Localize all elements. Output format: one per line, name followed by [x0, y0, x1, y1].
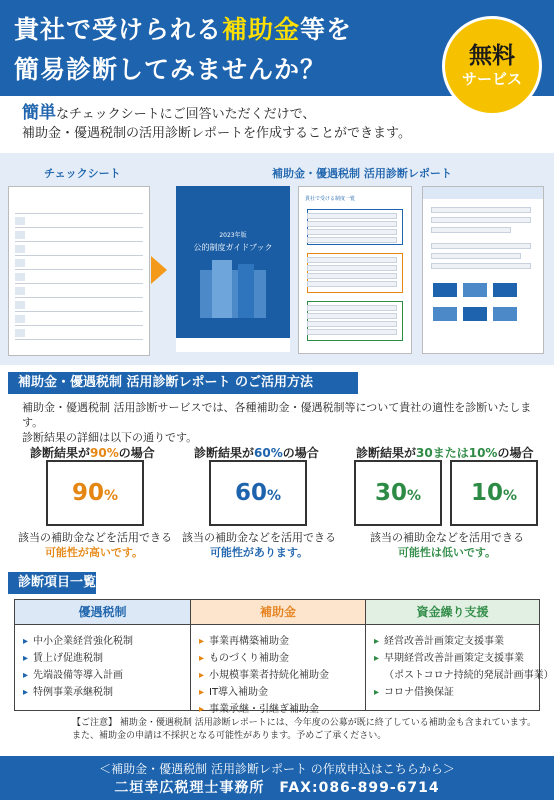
column-subsidies [190, 600, 365, 715]
headline-line2: 簡易診断してみませんか？ [14, 55, 327, 84]
column-funding-support [365, 600, 554, 710]
intro-lead: 簡単 [22, 103, 56, 123]
list-item: ▸ 事業承継・引継ぎ補助金 [199, 704, 319, 715]
checksheet-label: チェックシート [44, 167, 121, 180]
city-illustration [200, 270, 266, 318]
result-box-10: 10 % [450, 460, 538, 526]
result-note-30-10: 該当の補助金などを活用できる 可能性は低いです。 [370, 531, 524, 559]
column-header: 補助金 [191, 600, 365, 625]
badge-bottom-text: サービス [461, 69, 522, 88]
list-item: ▸ 経営改善計画策定支援事業 [374, 636, 504, 647]
notice-text: 【ご注意】 補助金・優遇税制 活用診断レポートには、今年度の公募が既に終了している補助金も含まれています。 また、補助金の申請は不採択となる可能性があります。予めご了承ください。 [72, 718, 537, 741]
book-year: 2023年版 [219, 232, 247, 239]
footer-contact [0, 756, 554, 800]
list-item: ▸ 中小企業経営強化税制 [23, 636, 133, 647]
usage-description: 補助金・優遇税制 活用診断サービスでは、各種補助金・優遇税制等について貴社の適性を診断いたします。 診断結果の詳細は以下の通りです。 [22, 401, 532, 444]
list-item: ▸ 先端設備等導入計画 [23, 670, 123, 681]
result-box-30: 30 % [354, 460, 442, 526]
list-item: ▸ 特例事業承継税制 [23, 687, 113, 698]
report-label: 補助金・優遇税制 活用診断レポート [272, 167, 452, 180]
intro-text: 簡単なチェックシートにご回答いただくだけで、 補助金・優遇税制の活用診断レポートを作成することができます。 [22, 103, 411, 141]
report-page-title: 貴社で受ける制度一覧 [305, 196, 356, 202]
headline-line1: 貴社で受けられる補助金等を [14, 15, 353, 44]
result-box-60: 60 % [209, 460, 307, 526]
result-title-30-10: 診断結果が30または10%の場合 [356, 446, 534, 460]
badge-top-text: 無料 [469, 43, 515, 70]
book-title: 公的制度ガイドブック [193, 243, 273, 252]
list-item: ▸ 早期経営改善計画策定支援事業 [374, 653, 524, 664]
guidebook-cover-thumbnail [176, 186, 290, 352]
checksheet-thumbnail [8, 186, 150, 356]
list-item: ▸ ものづくり補助金 [199, 653, 289, 664]
footer-application-line: ＜補助金・優遇税制 活用診断レポート の作成申込はこちらから＞ [99, 762, 455, 776]
diagnosis-section-heading: 診断項目一覧 [8, 572, 96, 594]
list-item: ▸ コロナ借換保証 [374, 687, 454, 698]
column-tax-incentives [15, 600, 190, 710]
intro-line2: 補助金・優遇税制の活用診断レポートを作成することができます。 [22, 126, 411, 141]
result-title-90: 診断結果が90%の場合 [30, 446, 155, 460]
list-item: ▸ 事業再構築補助金 [199, 636, 289, 647]
result-title-60: 診断結果が60%の場合 [194, 446, 319, 460]
result-box-90: 90 % [46, 460, 144, 526]
column-header: 優遇税制 [15, 600, 190, 625]
usage-section-heading: 補助金・優遇税制 活用診断レポート のご活用方法 [8, 372, 358, 394]
column-header: 資金繰り支援 [366, 600, 539, 625]
report-detail-thumbnail [422, 186, 544, 354]
headline-emphasis: 補助金 [222, 15, 301, 44]
footer-office-fax: 二垣幸広税理士事務所 FAX:086-899-6714 [114, 780, 440, 796]
arrow-right-icon [151, 256, 167, 284]
list-item: （ポストコロナ持続的発展計画事業） [384, 670, 554, 681]
list-item: ▸ 賃上げ促進税制 [23, 653, 103, 664]
free-service-badge [442, 16, 542, 116]
list-item: ▸ IT導入補助金 [199, 687, 269, 698]
result-note-60: 該当の補助金などを活用できる 可能性があります。 [182, 531, 336, 559]
result-note-90: 該当の補助金などを活用できる 可能性が高いです。 [18, 531, 172, 559]
list-item: ▸ 小規模事業者持続化補助金 [199, 670, 329, 681]
report-page-thumbnail [298, 186, 412, 354]
diagnosis-table [14, 599, 554, 715]
